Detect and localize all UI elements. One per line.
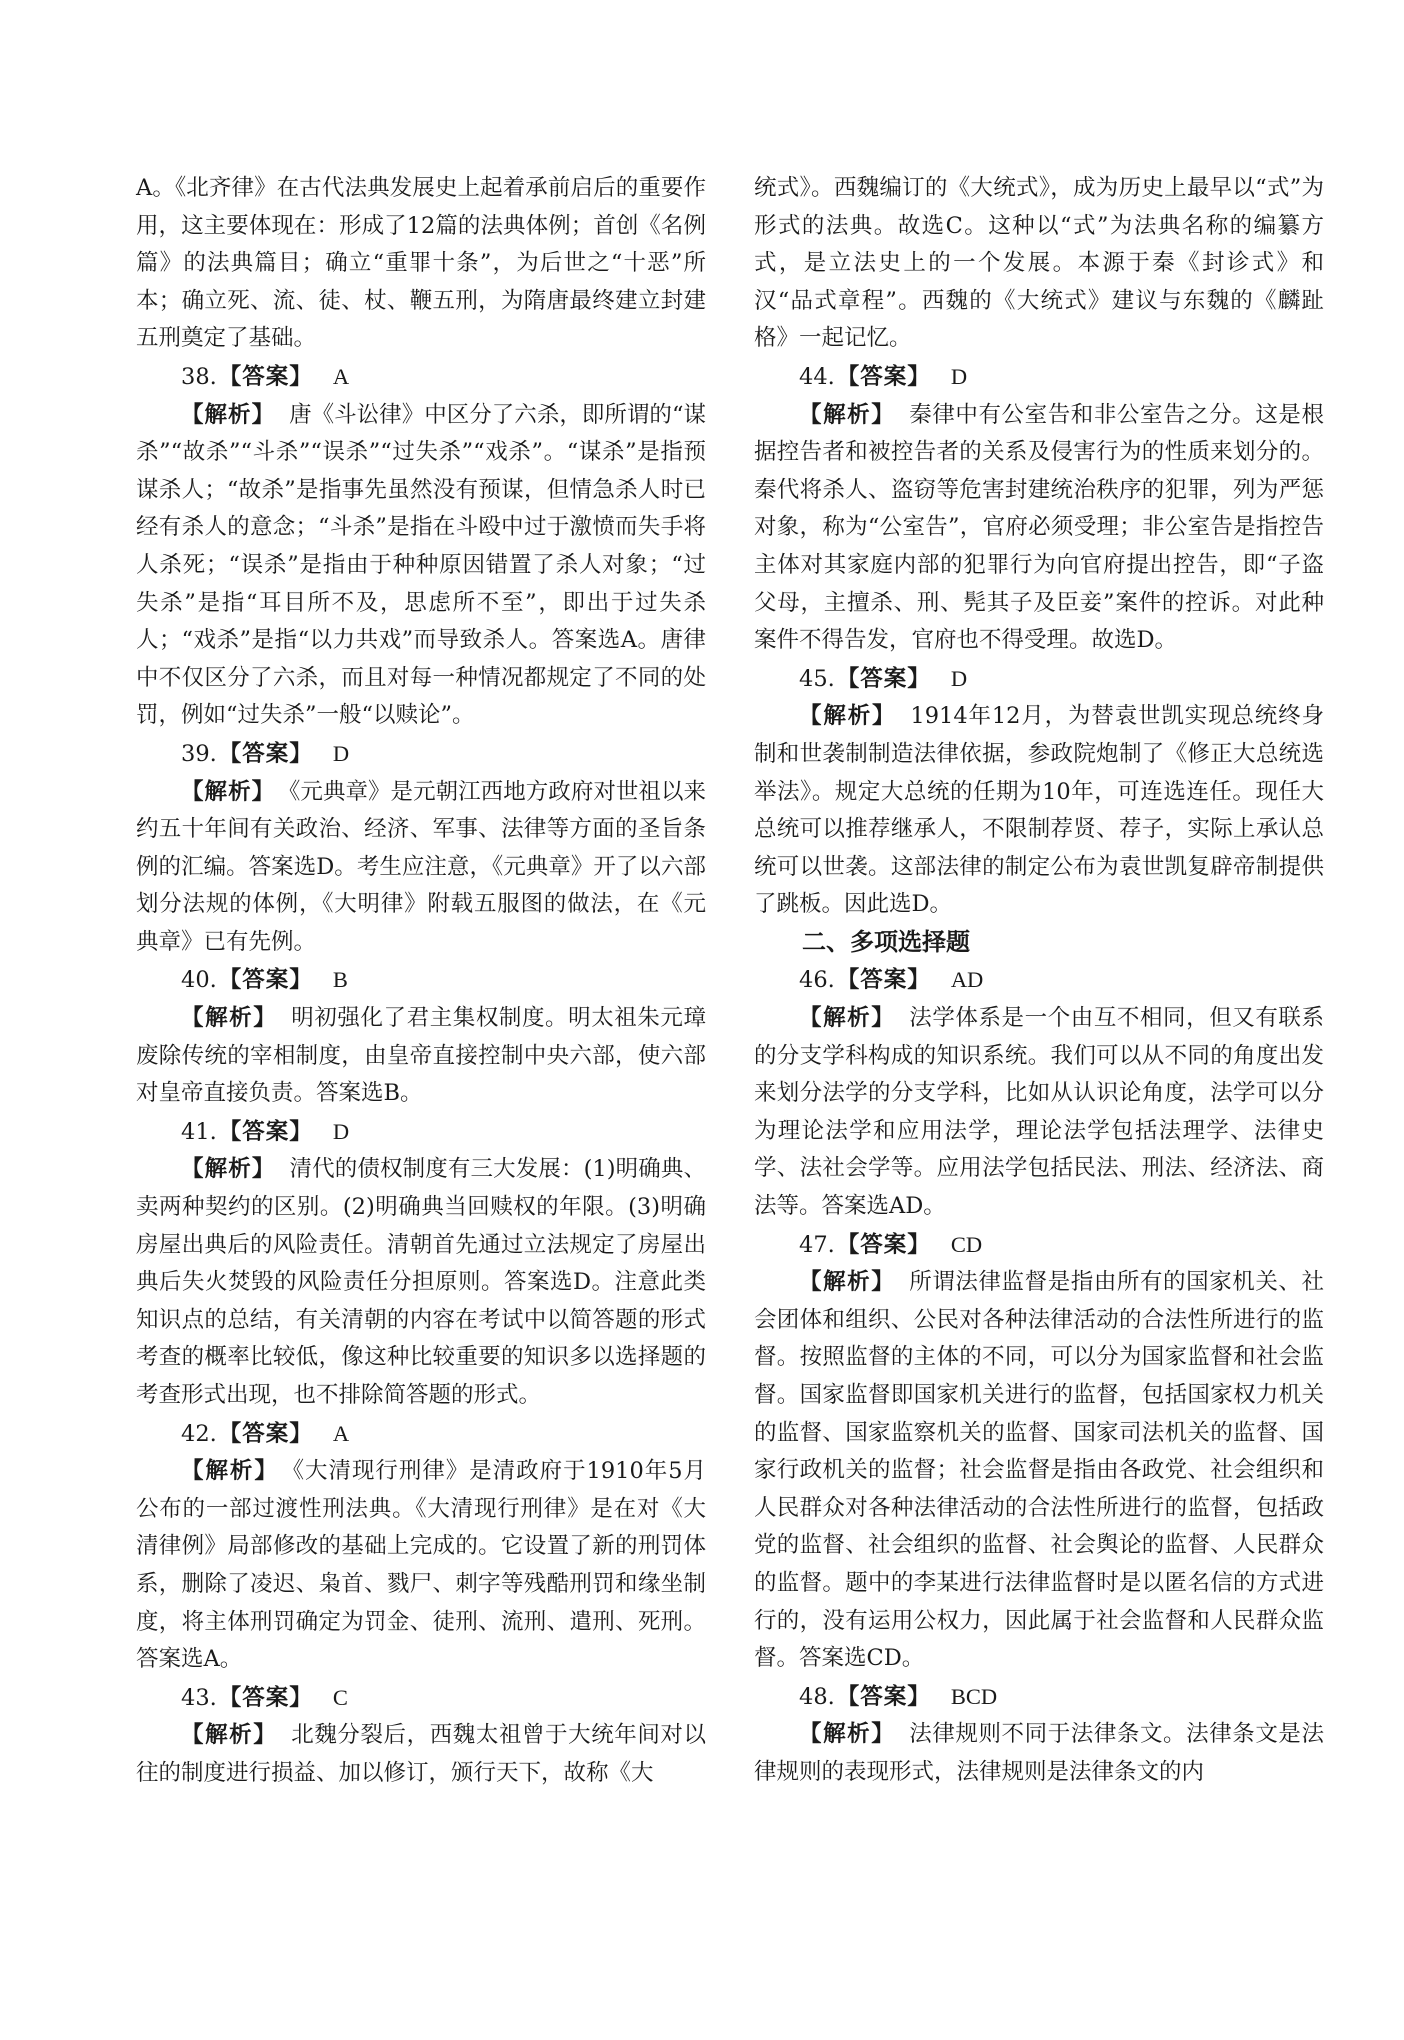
answer-value: D (950, 665, 968, 691)
explanation-text: 1914年12月，为替袁世凯实现总统终身制和世袭制制造法律依据，参政院炮制了《修正大总统选举法》。规定大总统的任期为10年，可连选连任。现任大总统可以推荐继承人，不限制荐贤、荐子，实际上承认总统可以世袭。这部法律的制定公布为袁世凯复辟帝制提供了跳板。因此选D。 (754, 703, 1324, 918)
q43-answer (136, 1679, 706, 1718)
question-number: 42. (181, 1420, 217, 1447)
answer-label: 【答案】 (218, 1118, 313, 1145)
q47-answer (754, 1226, 1324, 1265)
section-heading: 二、多项选择题 (802, 927, 970, 956)
explanation-label: 【解析】 (799, 1269, 896, 1296)
answer-label: 【答案】 (218, 740, 313, 767)
explanation-label: 【解析】 (799, 703, 897, 730)
explanation-label: 【解析】 (181, 401, 276, 428)
q47-explanation (754, 1264, 1324, 1678)
explanation-label: 【解析】 (181, 1458, 279, 1485)
q46-explanation (754, 1000, 1324, 1226)
explanation-label: 【解析】 (181, 1722, 278, 1749)
explanation-text: 法律规则不同于法律条文。法律条文是法律规则的表现形式，法律规则是法律条文的内 (754, 1721, 1324, 1785)
answer-label: 【答案】 (836, 1683, 931, 1710)
q39-explanation (136, 774, 706, 962)
q41-explanation (136, 1151, 706, 1414)
q38-answer (136, 358, 706, 397)
q38-explanation (136, 397, 706, 735)
explanation-text: 北魏分裂后，西魏太祖曾于大统年间对以往的制度进行损益、加以修订，颁行天下，故称《大 (136, 1722, 706, 1786)
q40-answer (136, 961, 706, 1000)
question-number: 40. (181, 967, 217, 994)
explanation-text: 清代的债权制度有三大发展：(1)明确典、卖两种契约的区别。(2)明确典当回赎权的年限。(3)明确房屋出典后的风险责任。清朝首先通过立法规定了房屋出典后失火焚毁的风险责任分担原则。答案选D。注意此类知识点的总结，有关清朝的内容在考试中以简答题的形式考查的概率比较低，像这种比较重要的知识多以选择题的考查形式出现，也不排除简答题的形式。 (136, 1156, 706, 1408)
question-number: 45. (799, 665, 835, 692)
answer-value: D (950, 363, 968, 389)
q48-explanation (754, 1716, 1324, 1791)
q44-explanation (754, 397, 1324, 660)
answer-label: 【答案】 (836, 967, 931, 994)
answer-label: 【答案】 (218, 363, 313, 390)
q45-explanation (754, 698, 1324, 924)
q44-answer (754, 358, 1324, 397)
answer-value: D (332, 1118, 350, 1144)
q37-explanation-continued: A。《北齐律》在古代法典发展史上起着承前启后的重要作用，这主要体现在：形成了12篇的法典体例；首创《名例篇》的法典篇目；确立“重罪十条”，为后世之“十恶”所本；确立死、流、徒、杖、鞭五刑，为隋唐最终建立封建五刑奠定了基础。 (136, 175, 706, 352)
answer-label: 【答案】 (836, 1231, 931, 1258)
answer-value: BCD (950, 1683, 998, 1709)
q39-answer (136, 735, 706, 774)
question-number: 47. (799, 1231, 835, 1258)
explanation-text: 唐《斗讼律》中区分了六杀，即所谓的“谋杀”“故杀”“斗杀”“误杀”“过失杀”“戏杀”。“谋杀”是指预谋杀人；“故杀”是指事先虽然没有预谋，但情急杀人时已经有杀人的意念；“斗杀”是指在斗殴中过于激愤而失手将人杀死；“误杀”是指由于种种原因错置了杀人对象；“过失杀”是指“耳目所不及，思虑所不至”，即出于过失杀人；“戏杀”是指“以力共戏”而导致杀人。答案选A。唐律中不仅区分了六杀，而且对每一种情况都规定了不同的处罚，例如“过失杀”一般“以赎论”。 (136, 401, 706, 729)
explanation-text: 法学体系是一个由互不相同，但又有联系的分支学科构成的知识系统。我们可以从不同的角度出发来划分法学的分支学科，比如从认识论角度，法学可以分为理论法学和应用法学，理论法学包括法理学、法律史学、法社会学等。应用法学包括民法、刑法、经济法、商法等。答案选AD。 (754, 1005, 1324, 1220)
explanation-label: 【解析】 (799, 401, 896, 428)
q43-explanation-continued: 统式》。西魏编订的《大统式》，成为历史上最早以“式”为形式的法典。故选C。这种以“式”为法典名称的编纂方式，是立法史上的一个发展。本源于秦《封诊式》和汉“品式章程”。西魏的《大统式》建议与东魏的《麟趾格》一起记忆。 (754, 175, 1324, 352)
answer-label: 【答案】 (218, 967, 313, 994)
explanation-label: 【解析】 (799, 1005, 896, 1032)
question-number: 39. (181, 740, 217, 767)
answer-label: 【答案】 (218, 1420, 313, 1447)
explanation-label: 【解析】 (181, 1005, 278, 1032)
answer-value: D (332, 740, 350, 766)
q40-explanation (136, 1000, 706, 1113)
question-number: 48. (799, 1683, 835, 1710)
answer-value: A (332, 363, 350, 389)
q42-answer (136, 1415, 706, 1454)
question-number: 44. (799, 363, 835, 390)
answer-value: B (332, 967, 348, 993)
answer-label: 【答案】 (836, 665, 931, 692)
explanation-text: 所谓法律监督是指由所有的国家机关、社会团体和组织、公民对各种法律活动的合法性所进行的监督。按照监督的主体的不同，可以分为国家监督和社会监督。国家监督即国家机关进行的监督，包括国家权力机关的监督、国家监察机关的监督、国家司法机关的监督、国家行政机关的监督；社会监督是指由各政党、社会组织和人民群众对各种法律活动的合法性所进行的监督，包括政党的监督、社会组织的监督、社会舆论的监督、人民群众的监督。题中的李某进行法律监督时是以匿名信的方式进行的，没有运用公权力，因此属于社会监督和人民群众监督。答案选CD。 (754, 1269, 1324, 1672)
answer-value: C (332, 1684, 348, 1710)
question-number: 41. (181, 1118, 217, 1145)
explanation-label: 【解析】 (799, 1721, 896, 1748)
explanation-text: 《大清现行刑律》是清政府于1910年5月公布的一部过渡性刑法典。《大清现行刑律》是在对《大清律例》局部修改的基础上完成的。它设置了新的刑罚体系，删除了凌迟、枭首、戮尸、刺字等残酷刑罚和缘坐制度，将主体刑罚确定为罚金、徒刑、流刑、遣刑、死刑。答案选A。 (136, 1458, 706, 1673)
right-column (754, 170, 1324, 1792)
question-number: 38. (181, 363, 217, 390)
question-number: 43. (181, 1684, 217, 1711)
answer-value: AD (950, 967, 984, 993)
answer-value: A (332, 1420, 350, 1446)
q46-answer (754, 961, 1324, 1000)
question-number: 46. (799, 967, 835, 994)
q45-answer (754, 660, 1324, 699)
explanation-label: 【解析】 (181, 778, 276, 805)
q41-answer (136, 1113, 706, 1152)
q43-explanation (136, 1717, 706, 1792)
q42-explanation (136, 1453, 706, 1679)
explanation-text: 秦律中有公室告和非公室告之分。这是根据控告者和被控告者的关系及侵害行为的性质来划分的。秦代将杀人、盗窃等危害封建统治秩序的犯罪，列为严惩对象，称为“公室告”，官府必须受理；非公室告是指控告主体对其家庭内部的犯罪行为向官府提出控告，即“子盗父母，主擅杀、刑、髡其子及臣妾”案件的控诉。对此种案件不得告发，官府也不得受理。故选D。 (754, 401, 1324, 654)
answer-label: 【答案】 (836, 363, 931, 390)
explanation-label: 【解析】 (181, 1156, 276, 1183)
q48-answer (754, 1678, 1324, 1717)
left-column (136, 170, 706, 1793)
answer-value: CD (950, 1231, 983, 1257)
explanation-text: 《元典章》是元朝江西地方政府对世祖以来约五十年间有关政治、经济、军事、法律等方面的圣旨条例的汇编。答案选D。考生应注意，《元典章》开了以六部划分法规的体例，《大明律》附载五服图的做法，在《元典章》已有先例。 (136, 778, 706, 955)
explanation-text: 明初强化了君主集权制度。明太祖朱元璋废除传统的宰相制度，由皇帝直接控制中央六部，使六部对皇帝直接负责。答案选B。 (136, 1005, 706, 1107)
answer-label: 【答案】 (218, 1684, 313, 1711)
